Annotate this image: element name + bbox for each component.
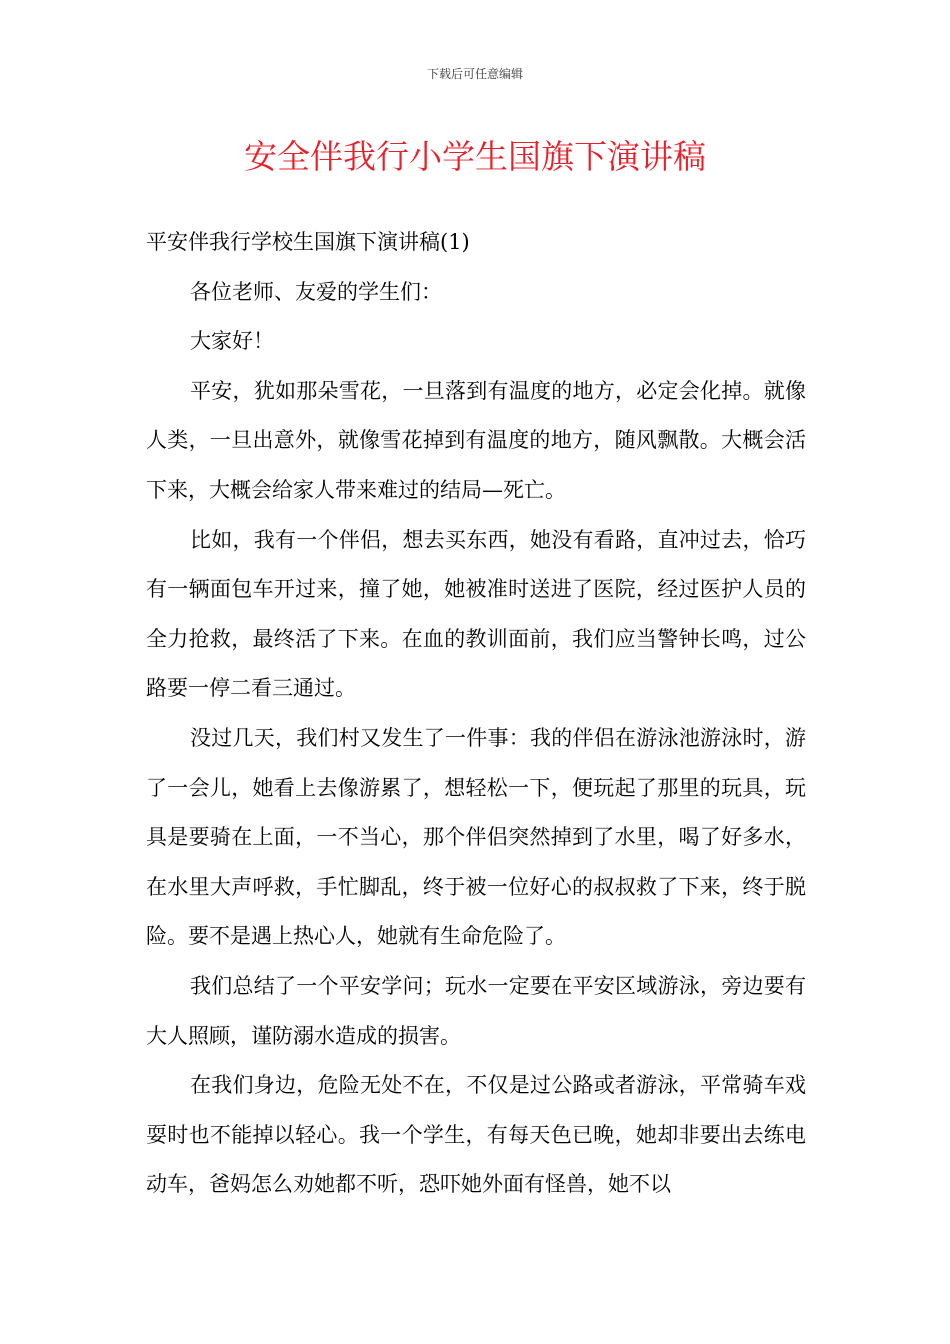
paragraph-danger: 在我们身边，危险无处不在，不仅是过公路或者游泳，平常骑车戏耍时也不能掉以轻心。我一个学生，有每天色已晚，她却非要出去练电动车，爸妈怎么劝她都不听，恐吓她外面有怪兽，她不以	[146, 1073, 806, 1197]
paragraph-car-accident: 比如，我有一个伴侣，想去买东西，她没有看路，直冲过去，恰巧有一辆面包车开过来，撞了她，她被准时送进了医院，经过医护人员的全力抢救，最终活了下来。在血的教训面前，我们应当警钟长鸣，过公路要一停二看三通过。	[146, 527, 806, 701]
header-note: 下载后可任意编辑	[426, 67, 523, 81]
document-body	[146, 218, 806, 1210]
paragraph-greeting: 各位老师、友爱的学生们：	[190, 279, 442, 304]
section-subtitle: 平安伴我行学校生国旗下演讲稿(1)	[146, 230, 470, 254]
paragraph-lesson: 我们总结了一个平安学问；玩水一定要在平安区域游泳，旁边要有大人照顾，谨防溺水造成的损害。	[146, 973, 806, 1048]
document-title: 安全伴我行小学生国旗下演讲稿	[244, 137, 706, 176]
paragraph-hello: 大家好！	[190, 329, 274, 354]
paragraph-swimming: 没过几天，我们村又发生了一件事：我的伴侣在游泳池游泳时，游了一会儿，她看上去像游累了，想轻松一下，便玩起了那里的玩具，玩具是要骑在上面，一不当心，那个伴侣突然掉到了水里，喝了好多水，在水里大声呼救，手忙脚乱，终于被一位好心的叔叔救了下来，终于脱险。要不是遇上热心人，她就有生命危险了。	[146, 725, 806, 949]
paragraph-snowflake: 平安，犹如那朵雪花，一旦落到有温度的地方，必定会化掉。就像人类，一旦出意外，就像雪花掉到有温度的地方，随风飘散。大概会活下来，大概会给家人带来难过的结局—死亡。	[146, 378, 806, 502]
